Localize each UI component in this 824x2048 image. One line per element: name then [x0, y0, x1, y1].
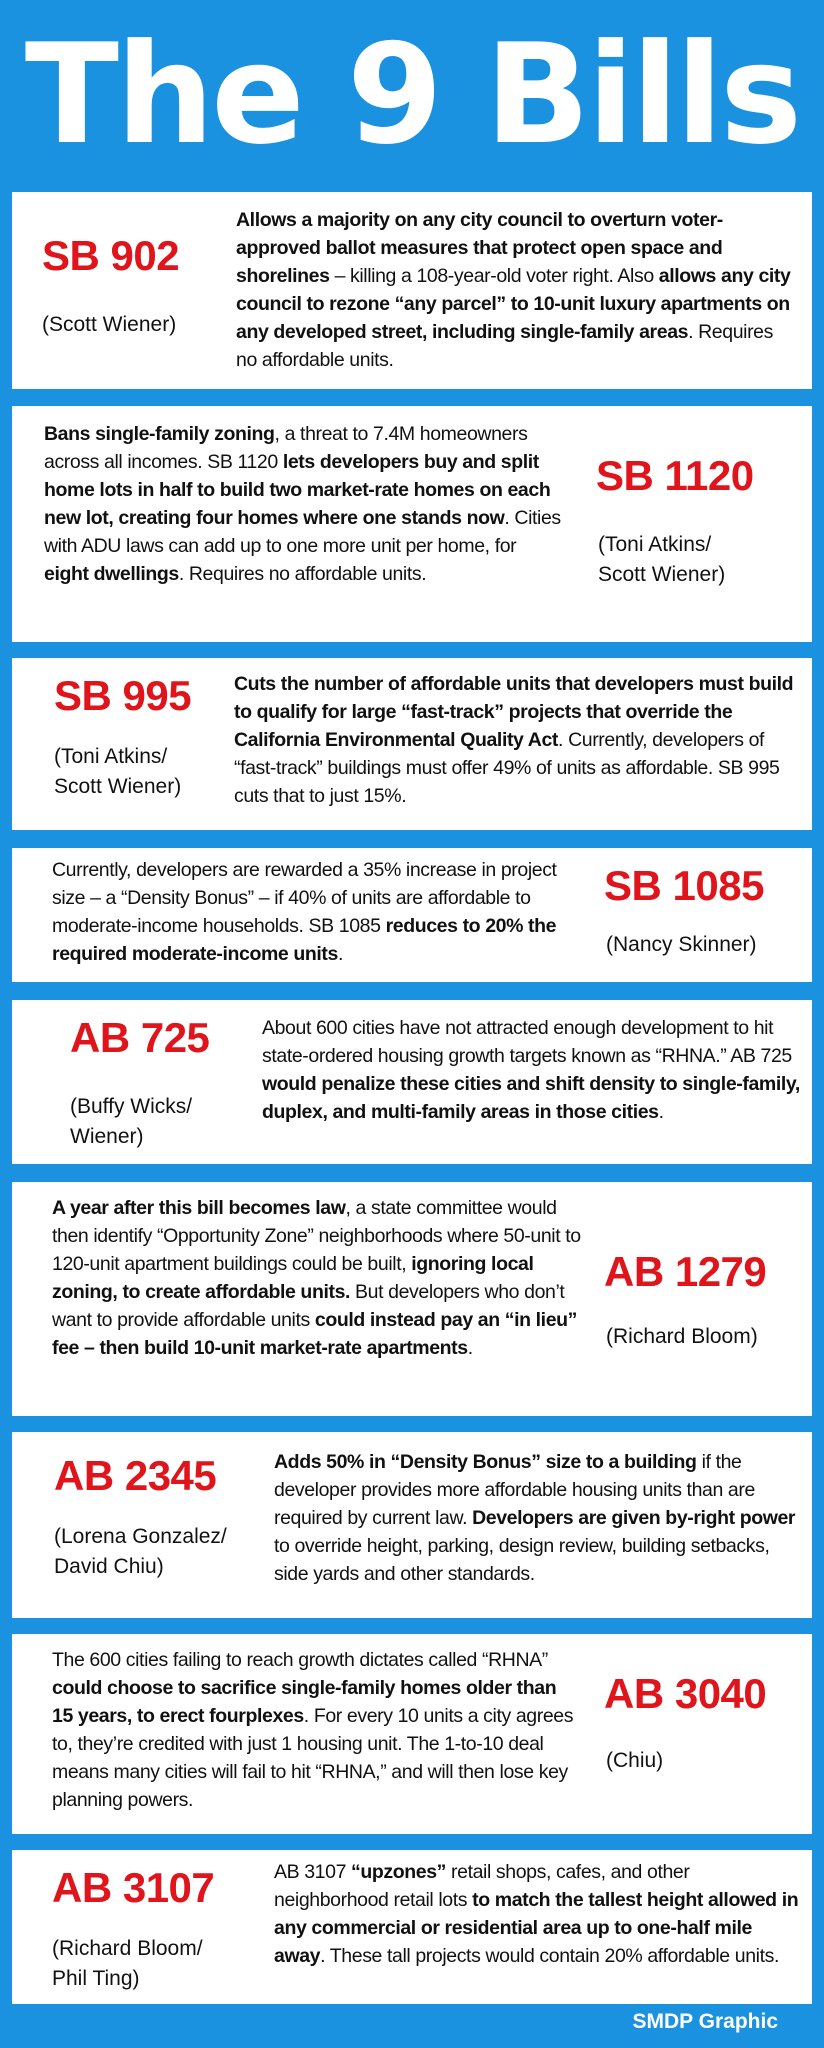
bill-card-ab-2345 — [12, 1432, 812, 1618]
bill-id: AB 3107 — [52, 1864, 215, 1911]
description-run: Adds 50% in “Density Bonus” size to a building — [274, 1451, 697, 1473]
bill-sponsor: (Lorena Gonzalez/ David Chiu) — [54, 1525, 227, 1578]
bill-sponsor: (Toni Atkins/ Scott Wiener) — [598, 533, 726, 586]
bill-sponsor: (Chiu) — [606, 1749, 664, 1772]
description-run: A year after this bill becomes law — [52, 1197, 346, 1219]
bill-sponsor: (Richard Bloom/ Phil Ting) — [52, 1937, 203, 1990]
bill-card-sb-1085 — [12, 848, 812, 982]
description-run: . Requires no affordable units. — [236, 321, 773, 371]
description-run: eight dwellings — [44, 563, 179, 585]
bill-card-sb-902 — [12, 192, 812, 389]
description-run: “upzones” — [351, 1861, 447, 1883]
bill-id: AB 725 — [70, 1014, 210, 1061]
description-run: . — [337, 943, 344, 965]
description-run: could choose to sacrifice single-family homes older than 15 years, to erect fourplexes — [52, 1677, 557, 1727]
description-run: lets developers buy and split home lots in half to build two market-rate homes on each new lot, creating four homes where one stands now — [44, 451, 551, 529]
description-run: . Currently, developers of “fast-track” buildings must offer 49% of units as affordable. SB 995 cuts that to just 15%. — [234, 729, 780, 807]
bill-id: SB 1120 — [596, 452, 754, 499]
description-run: reduces to 20% the required moderate-income units — [52, 915, 557, 965]
description-run: , a state committee would then identify “Opportunity Zone” neighborhoods where 50-unit to 120-unit apartment buildings could be built, — [52, 1197, 581, 1275]
bill-id: AB 1279 — [604, 1248, 767, 1295]
description-run: , a threat to 7.4M homeowners across all incomes. SB 1120 — [44, 423, 528, 473]
description-run: retail shops, cafes, and other neighborhood retail lots — [274, 1861, 690, 1911]
description-run: . Cities with ADU laws can add up to one more unit per home, for — [44, 507, 561, 557]
description-run: The 600 cities failing to reach growth dictates called “RHNA” — [52, 1649, 548, 1671]
description-run: . These tall projects would contain 20% affordable units. — [320, 1945, 779, 1967]
bill-card-ab-3107 — [12, 1850, 812, 2004]
bill-sponsor: (Scott Wiener) — [42, 313, 177, 336]
description-run: if the developer provides more affordable housing units than are required by current law. — [274, 1451, 755, 1529]
bill-sponsor: (Toni Atkins/ Scott Wiener) — [54, 745, 182, 798]
description-run: About 600 cities have not attracted enough development to hit state-ordered housing growth targets known as “RHNA.” AB 725 — [262, 1017, 792, 1067]
description-run: allows any city council to rezone “any parcel” to 10-unit luxury apartments on any developed street, including single-family areas — [236, 265, 791, 343]
bill-card-sb-1120 — [12, 406, 812, 642]
bill-sponsor: (Richard Bloom) — [606, 1325, 758, 1348]
bill-description — [52, 1194, 582, 1362]
bill-card-ab-725 — [12, 1000, 812, 1164]
bill-card-ab-3040 — [12, 1634, 812, 1834]
description-run: Cuts the number of affordable units that developers must build to qualify for large “fast-track” projects that override the California Environmental Quality Act — [234, 673, 794, 751]
description-run: ignoring local zoning, to create affordable units. — [52, 1253, 534, 1303]
graphic-credit: SMDP Graphic — [632, 2010, 778, 2033]
description-run: would penalize these cities and shift density to single-family, duplex, and multi-family areas in those cities — [262, 1073, 800, 1123]
description-run: to match the tallest height allowed in any commercial or residential area up to one-half mile away — [274, 1889, 799, 1967]
description-run: But developers who don’t want to provide affordable units — [52, 1281, 565, 1331]
description-run: Currently, developers are rewarded a 35% increase in project size – a “Density Bonus” – if 40% of units are affordable to moderate-income households. SB 1085 — [52, 859, 557, 937]
bill-sponsor: (Buffy Wicks/ Wiener) — [70, 1095, 193, 1148]
description-run: – killing a 108-year-old voter right. Also — [329, 265, 659, 287]
description-run: . — [467, 1337, 473, 1359]
bill-description — [234, 670, 800, 810]
bill-description — [236, 206, 796, 374]
description-run: Allows a majority on any city council to overturn voter-approved ballot measures that protect open space and shorelines — [236, 209, 723, 287]
bill-id: AB 2345 — [54, 1452, 217, 1499]
bill-card-ab-1279 — [12, 1182, 812, 1416]
bill-description — [52, 1646, 582, 1814]
description-run: Bans single-family zoning — [44, 423, 275, 445]
description-run: AB 3107 — [274, 1861, 352, 1883]
description-run: Developers are given by-right power — [472, 1507, 796, 1529]
description-run: . For every 10 units a city agrees to, they’re credited with just 1 housing unit. The 1-to-10 deal means many cities will fail to hit “RHNA,” and will then lose key planning powers. — [52, 1705, 574, 1811]
bill-card-sb-995 — [12, 658, 812, 830]
description-run: to override height, parking, design review, building setbacks, side yards and other standards. — [274, 1535, 770, 1585]
bill-id: SB 995 — [54, 672, 192, 719]
description-run: . — [658, 1101, 664, 1123]
bill-sponsor: (Nancy Skinner) — [606, 933, 757, 956]
bill-description — [274, 1448, 802, 1588]
bill-description — [262, 1014, 802, 1126]
bill-id: SB 902 — [42, 232, 180, 279]
bill-description — [274, 1858, 800, 1970]
bill-description — [44, 420, 564, 588]
description-run: could instead pay an “in lieu” fee – then build 10-unit market-rate apartments — [52, 1309, 578, 1359]
bill-id: SB 1085 — [604, 862, 764, 909]
description-run: . Requires no affordable units. — [178, 563, 427, 585]
bill-id: AB 3040 — [604, 1670, 767, 1717]
bill-description — [52, 856, 592, 968]
page-title: The 9 Bills — [24, 13, 800, 175]
